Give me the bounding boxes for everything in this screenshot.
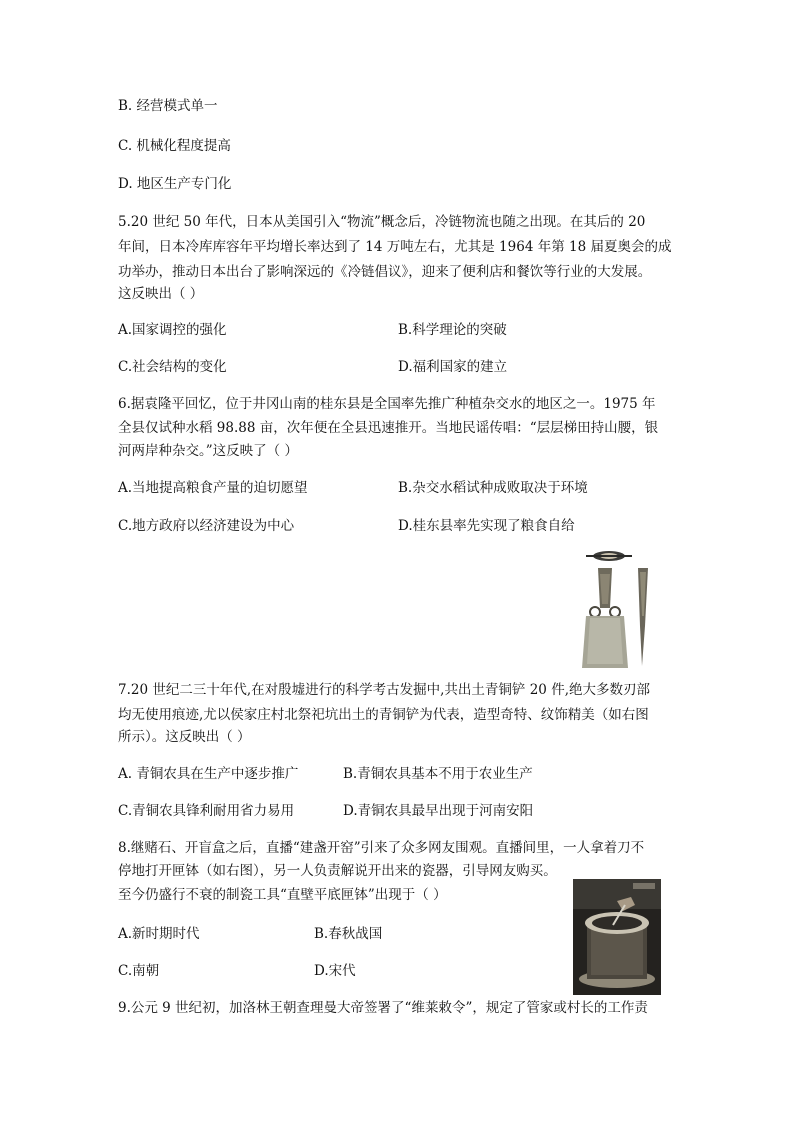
- saggar-image: [573, 879, 661, 995]
- q4-option-c: C. 机械化程度提高: [118, 138, 231, 154]
- q4-option-d: D. 地区生产专门化: [118, 176, 232, 192]
- q5-option-c: C.社会结构的变化: [118, 359, 227, 375]
- q6-stem-line-1: 6.据袁隆平回忆，位于井冈山南的桂东县是全国率先推广种植杂交水的地区之一。1975 年: [118, 396, 656, 412]
- q8-option-c: C.南朝: [118, 963, 160, 979]
- q6-stem-line-3: 河两岸种杂交。”这反映了（ ）: [118, 443, 298, 459]
- q8-option-b: B.春秋战国: [314, 926, 383, 942]
- q8-stem-line-3: 至今仍盛行不衰的制瓷工具“直壁平底匣钵”出现于（ ）: [118, 887, 447, 903]
- q7-option-c: C.青铜农具锋利耐用省力易用: [118, 803, 295, 819]
- q6-option-d: D.桂东县率先实现了粮食自给: [398, 518, 575, 534]
- q7-option-b: B.青铜农具基本不用于农业生产: [343, 766, 533, 782]
- q5-stem-line-2: 年间，日本冷库库容年平均增长率达到了 14 万吨左右，尤其是 1964 年第 18 届夏奥会的成: [118, 239, 672, 255]
- q6-option-a: A.当地提高粮食产量的迫切愿望: [118, 480, 308, 496]
- q5-option-d: D.福利国家的建立: [398, 359, 508, 375]
- saggar-drawing: [573, 879, 661, 995]
- q5-stem-line-1: 5.20 世纪 50 年代，日本从美国引入“物流”概念后，冷链物流也随之出现。在其后的 20: [118, 214, 646, 230]
- q7-option-a: A. 青铜农具在生产中逐步推广: [118, 766, 299, 782]
- q8-option-a: A.新时期时代: [118, 926, 200, 942]
- q7-stem-line-2: 均无使用痕迹,尤以侯家庄村北祭祀坑出土的青铜铲为代表，造型奇特、纹饰精美（如右图: [118, 707, 649, 723]
- q4-option-b: B. 经营模式单一: [118, 98, 218, 114]
- q5-option-b: B.科学理论的突破: [398, 322, 507, 338]
- q5-option-a: A.国家调控的强化: [118, 322, 227, 338]
- q7-stem-line-1: 7.20 世纪二三十年代,在对殷墟进行的科学考古发掘中,共出土青铜铲 20 件,绝大多数刃部: [118, 682, 650, 698]
- q5-stem-line-3: 功举办，推动日本出台了影响深远的《冷链倡议》，迎来了便利店和餐饮等行业的大发展。: [118, 264, 652, 280]
- bronze-spade-image: [568, 546, 668, 672]
- q8-option-d: D.宋代: [314, 963, 356, 979]
- q5-stem-line-4: 这反映出（ ）: [118, 286, 204, 302]
- q6-stem-line-2: 全县仅试种水稻 98.88 亩，次年便在全县迅速推开。当地民谣传唱：“层层梯田持山腰，银: [118, 420, 659, 436]
- q7-stem-line-3: 所示）。这反映出（ ）: [118, 729, 251, 745]
- q7-option-d: D.青铜农具最早出现于河南安阳: [343, 803, 534, 819]
- q6-option-b: B.杂交水稻试种成败取决于环境: [398, 480, 588, 496]
- q8-stem-line-1: 8.继赌石、开盲盒之后，直播“建盏开窑”引来了众多网友围观。直播间里，一人拿着刀不: [118, 840, 645, 856]
- q8-stem-line-2: 停地打开匣钵（如右图），另一人负责解说开出来的瓷器，引导网友购买。: [118, 863, 557, 879]
- q6-option-c: C.地方政府以经济建设为中心: [118, 518, 295, 534]
- q9-stem-line-1: 9.公元 9 世纪初，加洛林王朝查理曼大帝签署了“维莱敕令”，规定了管家或村长的工作责: [118, 1000, 648, 1016]
- bronze-spade-drawing: [568, 546, 668, 672]
